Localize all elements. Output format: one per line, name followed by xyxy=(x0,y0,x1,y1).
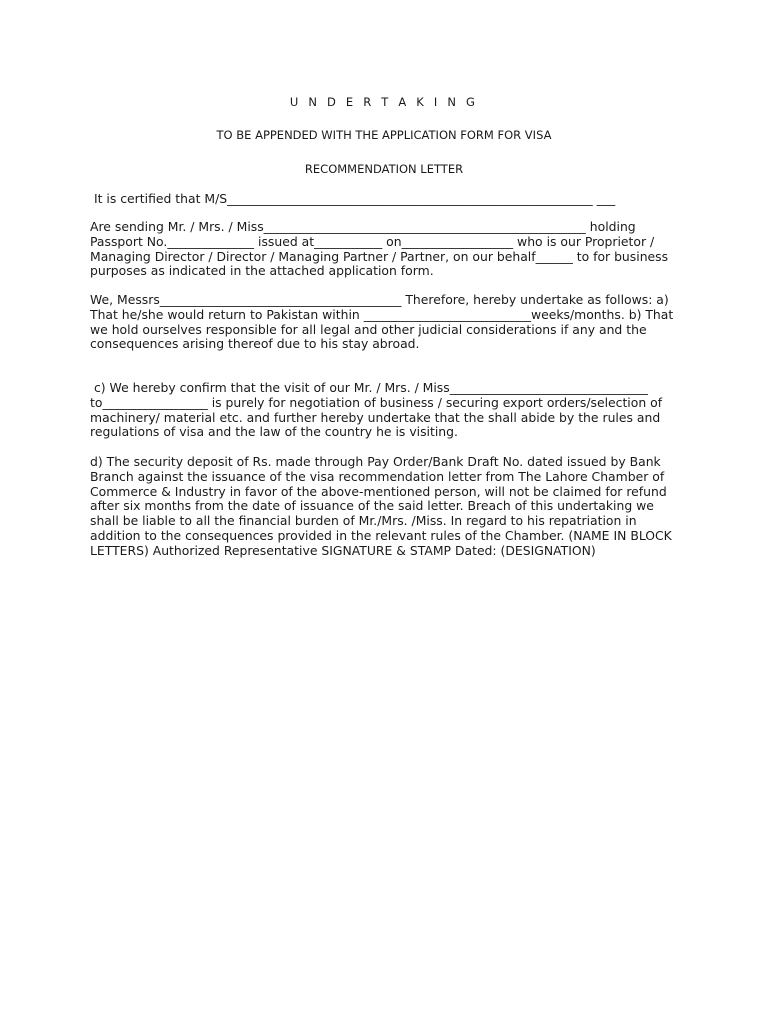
visit-confirmation-paragraph: c) We hereby confirm that the visit of our Mr. / Mrs. / Miss________________________________ to_________________ is purely for negotiation of business / securing export orders/selection of machinery/ material etc. and further hereby undertake that the shall abide by the rules and regulations of visa and the law of the country he is visiting. xyxy=(90,380,667,440)
document-subtitle: TO BE APPENDED WITH THE APPLICATION FORM FOR VISA xyxy=(216,128,552,142)
sending-person-paragraph: Are sending Mr. / Mrs. / Miss____________________________________________________ holding Passport No.______________ issued at___________ on__________________ who is our Proprietor / Managing Director / Director / Managing Partner / Partner, on our behalf______ to for business purposes as indicated in the attached application form. xyxy=(90,219,673,279)
certification-paragraph: It is certified that M/S___________________________________________________________ ___ xyxy=(90,191,616,206)
undertaking-paragraph: We, Messrs_______________________________________ Therefore, hereby undertake as follows: a) That he/she would return to Pakistan within ___________________________weeks/months. b) That we hold ourselves responsible for all legal and other judicial considerations if any and the consequences arising thereof due to his stay abroad. xyxy=(90,292,678,352)
security-deposit-paragraph: d) The security deposit of Rs. made through Pay Order/Bank Draft No. dated issued by Bank Branch against the issuance of the visa recommendation letter from The Lahore Chamber of Commerce & Industry in favor of the above-mentioned person, will not be claimed for refund after six months from the date of issuance of the said letter. Breach of this undertaking we shall be liable to all the financial burden of Mr./Mrs. /Miss. In regard to his repatriation in addition to the consequences provided in the relevant rules of the Chamber. (NAME IN BLOCK LETTERS) Authorized Representative SIGNATURE & STAMP Dated: (DESIGNATION) xyxy=(90,454,676,558)
document-title: U N D E R T A K I N G xyxy=(289,95,479,109)
letter-heading: RECOMMENDATION LETTER xyxy=(304,162,464,176)
